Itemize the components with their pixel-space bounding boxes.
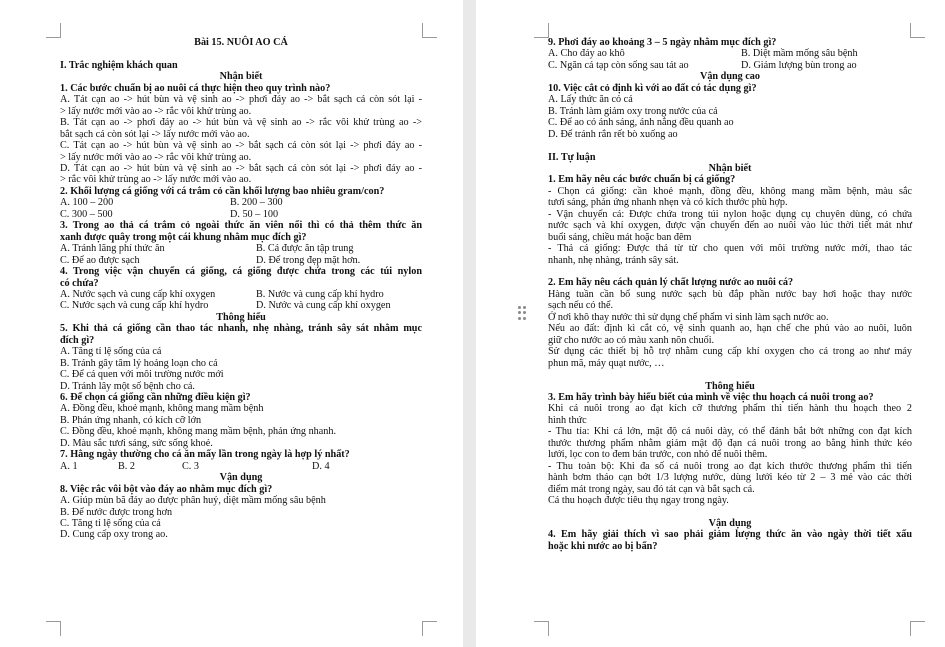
level-heading: Vận dụng [219,472,263,484]
answer-option: A. Đồng đều, khoẻ mạnh, không mang mầm bệnh [60,403,264,415]
corner-mark [422,23,437,38]
answer-text: bắt sạch cá còn sót lại -> lấy nước mới vào ao. [60,128,250,140]
answer-text: buổi sáng, chiều mát hoặc ban đêm [548,231,692,243]
answer-option: B. Tránh gây tâm lý hoảng loạn cho cá [60,357,218,369]
answer-option: A. Giúp mùn bã đáy ao được phân huỷ, diệt mầm mống sâu bệnh [60,495,326,507]
answer-option: B. Cá được ăn tập trung [256,243,354,255]
answer-text: giữ cho nước ao có màu xanh nõn chuối. [548,334,715,346]
answer-text: tươi sáng, phản ứng nhanh nhẹn và có kích thước phù hợp. [548,197,788,209]
answer-text: > rắc vôi khử trùng ao -> lấy nước mới vào ao. [60,174,252,186]
corner-mark [46,621,61,636]
answer-option: C. Để ao được sạch [60,254,140,266]
answer-text: A. Tát cạn ao -> hút bùn và vệ sinh ao -> phơi đáy ao -> bắt sạch cá còn sót lại - [60,94,422,106]
answer-text: Cá thu hoạch được tiêu thụ ngay trong ngày. [548,495,729,507]
answer-text: nước sạch và khí oxygen, được vận chuyển đến ao nuôi vào lúc thời tiết mát như [548,220,912,232]
level-heading: Vận dụng cao [699,71,760,83]
answer-option: C. Để cá quen với môi trường nước mới [60,369,224,381]
answer-option: D. Để tránh rắn rết bò xuống ao [548,128,678,140]
page-1-text[interactable] [60,37,422,541]
page-2-text[interactable] [548,37,912,552]
answer-option: C. Đồng đều, khoẻ mạnh, không mang mầm bệnh, phản ứng nhanh. [60,426,337,438]
level-heading: Thông hiểu [705,380,755,392]
question-7: 7. Hằng ngày thường cho cá ăn mấy lần trong ngày là hợp lý nhất? [60,449,350,461]
question-9: 9. Phơi đáy ao khoảng 3 – 5 ngày nhằm mục đích gì? [548,37,777,48]
answer-text: Hàng tuần cần bổ sung nước sạch bù đắp phần nước bay hơi hoặc thay nước [548,288,912,300]
answer-option: B. 200 – 300 [230,197,283,209]
answer-option: D. Tránh lây một số bệnh cho cá. [60,380,195,392]
question-2: 2. Khối lượng cá giống với cá trắm cỏ cần khối lượng bao nhiêu gram/con? [60,185,385,197]
level-heading: Thông hiểu [216,311,266,323]
answer-text: Ở nơi khô thay nước thì sử dụng chế phẩm vi sinh làm sạch nước ao. [548,311,829,323]
question-1: 1. Các bước chuẩn bị ao nuôi cá thực hiện theo quy trình nào? [60,82,331,94]
answer-text: hình thức [548,414,587,426]
corner-mark [46,23,61,38]
answer-option: D. Giảm lượng bùn trong ao [741,59,857,71]
answer-option: D. Màu sắc tươi sáng, sức sống khoẻ. [60,437,213,449]
level-heading: Nhận biết [219,71,263,83]
answer-option: C. Để ao có ánh sáng, ánh nắng đều quanh ao [548,117,734,129]
answer-option: C. Tăng tỉ lệ sống của cá [60,518,161,530]
question-3-cont: xanh được quây trong một cái khung nhằm mục đích gì? [60,231,307,243]
document-page-1 [0,0,463,647]
corner-mark [910,621,925,636]
essay-question-1: 1. Em hãy nêu các bước chuẩn bị cá giống? [548,174,736,186]
answer-text: - Thu toàn bộ: Khi đa số cá nuôi trong ao đạt kích thước thương phẩm thì tiến [548,460,912,472]
section-heading: I. Trắc nghiệm khách quan [60,59,178,71]
corner-mark [422,621,437,636]
answer-option: C. Nước sạch và cung cấp khí hydro [60,300,209,312]
answer-text: Sử dụng các thiết bị hỗ trợ nhằm cung cấp khí oxygen cho cá trong ao như máy [548,346,912,358]
question-5: 5. Khi thả cá giống cần thao tác nhanh, nhẹ nhàng, tránh sây sát nhằm mục [60,323,422,335]
level-heading: Nhận biết [708,162,752,174]
document-page-2 [476,0,945,647]
answer-option: C. Ngăn cá tạp còn sống sau tát ao [548,59,689,71]
answer-option: A. Lấy thức ăn cỏ cá [548,94,633,106]
level-heading: Vận dụng [708,517,752,529]
answer-text: - Thu tỉa: Khi cá lớn, mật độ cá nuôi dày, có thể đánh bắt bớt những con đạt kích [548,426,912,438]
question-5-cont: đích gì? [60,334,95,346]
answer-text: nhanh, nhẹ nhàng, tránh sây sát. [548,254,679,266]
question-6: 6. Để chọn cá giống cần những điều kiện gì? [60,392,251,404]
essay-question-2: 2. Em hãy nêu cách quản lý chất lượng nước ao nuôi cá? [548,277,794,289]
question-8: 8. Việc rắc vôi bột vào đáy ao nhằm mục đích gì? [60,483,273,495]
question-10: 10. Việc cắt cỏ định kì với ao đất có tác dụng gì? [548,82,757,94]
answer-option: B. Tránh làm giảm oxy trong nước của cá [548,105,718,117]
essay-question-4-cont: hoặc khi nước ao bị bẩn? [548,540,658,552]
answer-text: C. Tát cạn ao -> hút bùn và vệ sinh ao -> bắt sạch cá còn sót lại -> phơi đáy ao - [60,140,422,152]
answer-option: A. Tăng tỉ lệ sống của cá [60,346,162,358]
question-4: 4. Trong việc vận chuyển cá giống, cá giống được chứa trong các túi nylon [60,266,422,278]
document-title: Bài 15. NUÔI AO CÁ [194,37,288,48]
answer-option: A. 100 – 200 [60,197,114,209]
section-heading: II. Tự luận [548,151,596,163]
answer-text: - Thả cá giống: Được thả từ từ cho quen với môi trường nước mới, thao tác [548,243,912,255]
answer-text: B. Tát cạn ao -> phơi đáy ao -> hút bùn và vệ sinh ao -> rắc vôi khử trùng ao -> [60,117,422,129]
answer-option: C. 3 [182,460,199,472]
move-handle-icon[interactable] [518,306,526,320]
answer-option: D. Cung cấp oxy trong ao. [60,529,168,541]
answer-text: - Vận chuyển cá: Được chứa trong túi nylon hoặc dụng cụ chuyên dùng, có chứa [548,208,912,220]
answer-option: A. 1 [60,460,78,472]
answer-option: B. Diệt mầm mống sâu bệnh [741,48,858,60]
question-4-cont: có chứa? [60,277,99,289]
answer-option: A. Nước sạch và cung cấp khí oxygen [60,288,216,300]
answer-option: D. 4 [312,460,330,472]
answer-text: Nếu ao đất: định kì cắt cỏ, vệ sinh quanh ao, hạn chế che phủ vào ao nuôi, luôn [548,323,912,335]
essay-question-4: 4. Em hãy giải thích vì sao phải giảm lượng thức ăn vào ngày thời tiết xấu [548,529,912,541]
answer-option: B. Nước và cung cấp khí hydro [256,288,384,300]
question-3: 3. Trong ao thả cá trắm cỏ ngoài thức ăn viên nổi thì có thả thêm thức ăn [60,220,422,232]
answer-option: B. Để nước được trong hơn [60,506,173,518]
answer-option: B. 2 [118,460,135,472]
answer-option: A. Tránh lãng phí thức ăn [60,243,165,255]
corner-mark [910,23,925,38]
answer-text: thước thương phẩm nhằm giảm mật độ đạn cá nuôi trong ao bằng hình thức kéo [548,437,912,449]
essay-question-3: 3. Em hãy trình bày hiểu biết của mình về việc thu hoạch cá nuôi trong ao? [548,392,874,403]
answer-text: Khi cá nuôi trong ao đạt kích cỡ thương phẩm thì tiến hành thu hoạch theo 2 [548,403,912,415]
answer-text: sạch nếu có thể. [548,300,614,312]
answer-text: lưới, lọc con to đem bán trước, con nhỏ để nuôi thêm. [548,449,768,461]
answer-option: C. 300 – 500 [60,208,113,220]
corner-mark [534,621,549,636]
answer-option: B. Phản ứng nhanh, có kích cỡ lớn [60,414,202,426]
answer-text: điểm mát trong ngày, sau đó tát cạn và bắt sạch cá. [548,483,755,495]
answer-option: D. 50 – 100 [230,208,279,220]
answer-text: phun mã, máy quạt nước, … [548,357,665,369]
answer-text: > lấy nước mới vào ao -> rắc vôi khử trùng ao. [60,151,252,163]
answer-option: A. Cho đáy ao khô [548,48,625,60]
answer-text: hành bơm tháo cạn bớt 1/3 lượng nước, dùng lưới kéo từ 2 – 3 mẻ vào các thời [548,472,912,484]
corner-mark [534,23,549,38]
answer-text: - Chọn cá giống: cần khoẻ mạnh, đồng đều, không mang mầm bệnh, màu sắc [548,185,912,197]
answer-text: > lấy nước mới vào ao -> rắc vôi khử trùng ao. [60,105,252,117]
answer-option: D. Nước và cung cấp khí oxygen [256,300,391,312]
answer-option: D. Để trong đẹp mặt hơn. [256,254,361,266]
answer-text: D. Tát cạn ao -> hút bùn và vệ sinh ao -> bắt sạch cá còn sót lại -> phơi đáy ao - [60,162,422,174]
